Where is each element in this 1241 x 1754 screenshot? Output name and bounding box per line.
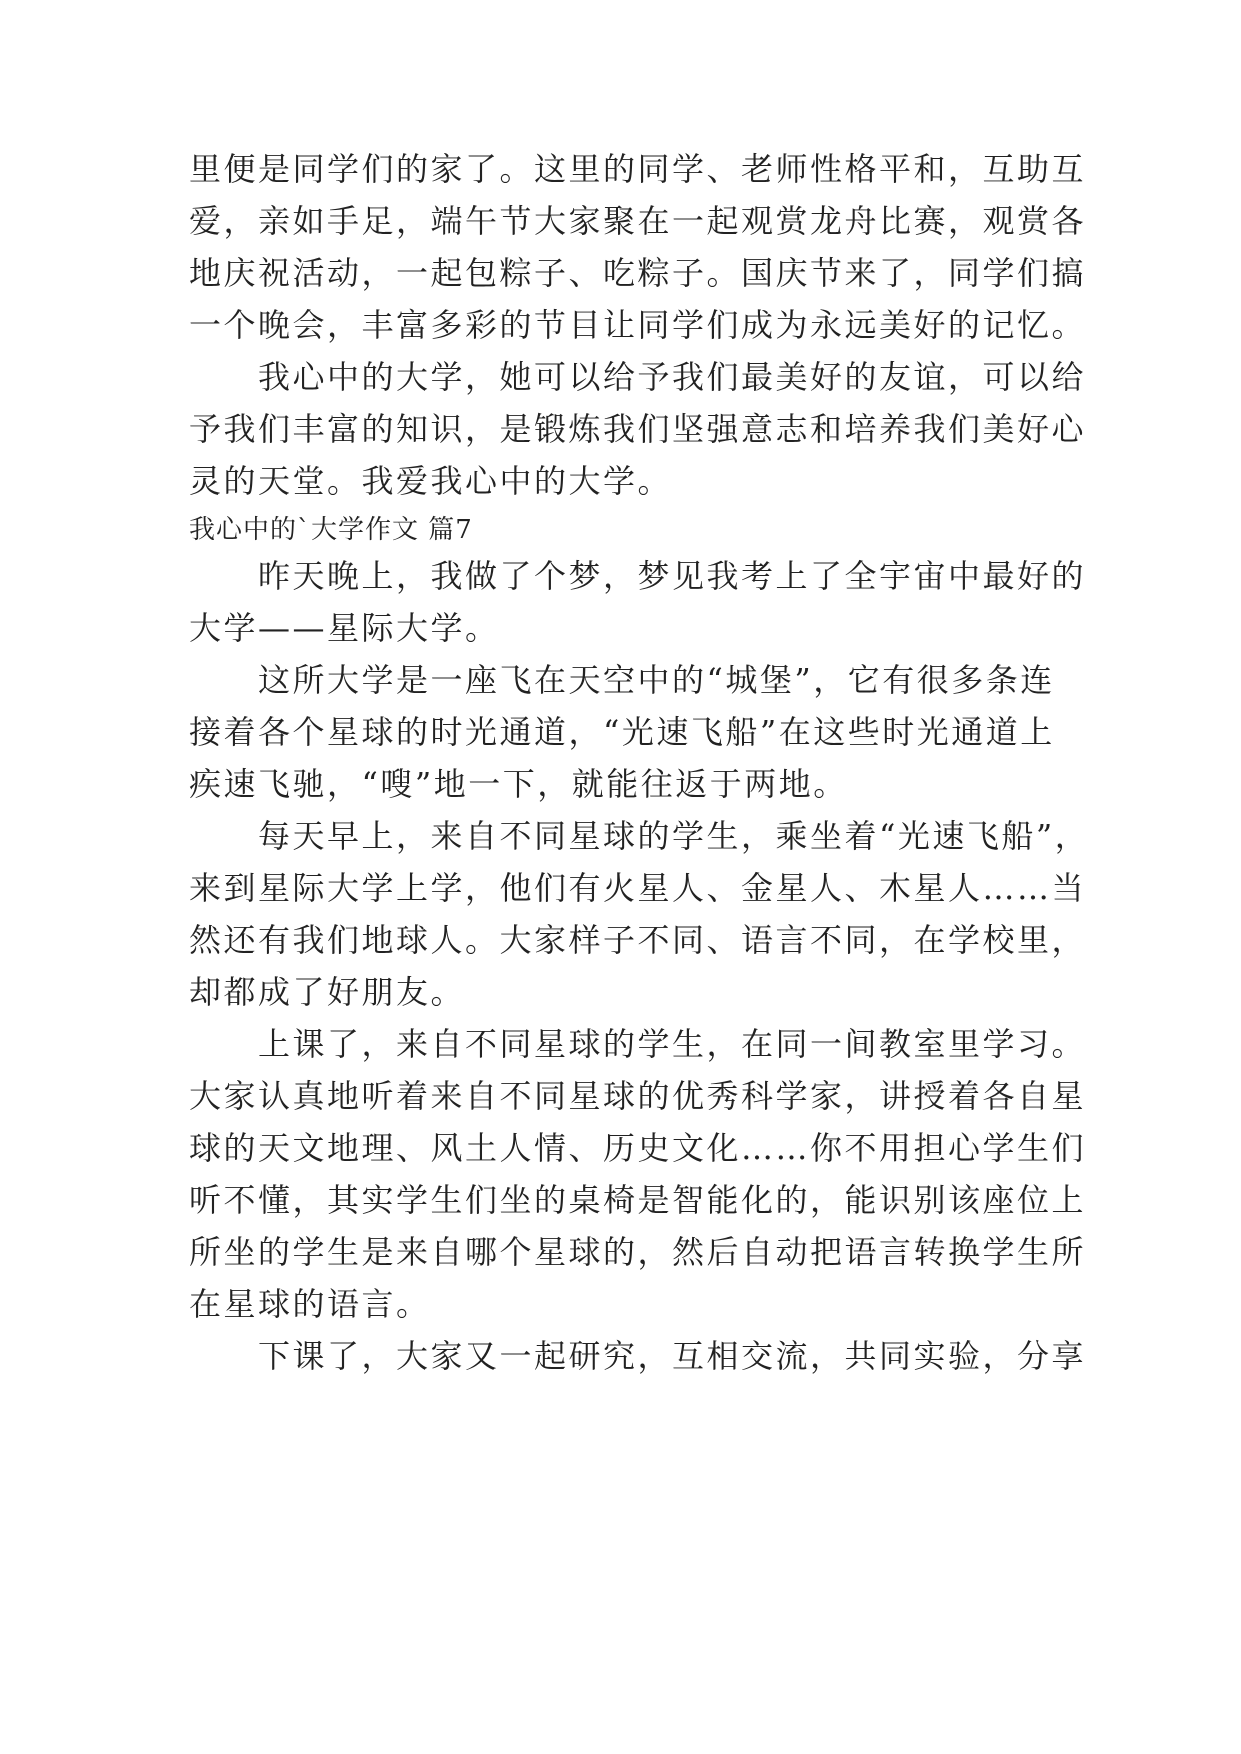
text-line: 然还有我们地球人。大家样子不同、语言不同，在学校里， xyxy=(189,921,1087,959)
text-line: 大家认真地听着来自不同星球的优秀科学家，讲授着各自星 xyxy=(189,1077,1087,1115)
text-line: 爱，亲如手足，端午节大家聚在一起观赏龙舟比赛，观赏各 xyxy=(189,202,1087,240)
text-line: 这所大学是一座飞在天空中的“城堡”，它有很多条连 xyxy=(189,661,1055,699)
text-line: 我心中的大学，她可以给予我们最美好的友谊，可以给 xyxy=(189,358,1087,396)
text-line: 接着各个星球的时光通道，“光速飞船”在这些时光通道上 xyxy=(189,713,1055,751)
text-line: 在星球的语言。 xyxy=(189,1285,431,1323)
text-line: 下课了，大家又一起研究，互相交流，共同实验，分享 xyxy=(189,1337,1087,1375)
text-line: 大学——星际大学。 xyxy=(189,609,500,647)
text-line: 地庆祝活动，一起包粽子、吃粽子。国庆节来了，同学们搞 xyxy=(189,254,1087,292)
text-line: 疾速飞驰，“嗖”地一下，就能往返于两地。 xyxy=(189,765,848,803)
text-line: 却都成了好朋友。 xyxy=(189,973,466,1011)
text-line: 灵的天堂。我爱我心中的大学。 xyxy=(189,462,673,500)
text-line: 来到星际大学上学，他们有火星人、金星人、木星人……当 xyxy=(189,869,1087,907)
text-line: 所坐的学生是来自哪个星球的，然后自动把语言转换学生所 xyxy=(189,1233,1087,1271)
text-line: 球的天文地理、风土人情、历史文化……你不用担心学生们 xyxy=(189,1129,1087,1167)
section-heading: 我心中的`大学作文 篇7 xyxy=(189,515,473,545)
text-line: 昨天晚上，我做了个梦，梦见我考上了全宇宙中最好的 xyxy=(189,557,1087,595)
text-line: 里便是同学们的家了。这里的同学、老师性格平和，互助互 xyxy=(189,150,1087,188)
text-line: 每天早上，来自不同星球的学生，乘坐着“光速飞船”， xyxy=(189,817,1090,855)
text-line: 一个晚会，丰富多彩的节目让同学们成为永远美好的记忆。 xyxy=(189,306,1087,344)
text-line: 予我们丰富的知识，是锻炼我们坚强意志和培养我们美好心 xyxy=(189,410,1087,448)
text-line: 听不懂，其实学生们坐的桌椅是智能化的，能识别该座位上 xyxy=(189,1181,1087,1219)
text-line: 上课了，来自不同星球的学生，在同一间教室里学习。 xyxy=(189,1025,1087,1063)
